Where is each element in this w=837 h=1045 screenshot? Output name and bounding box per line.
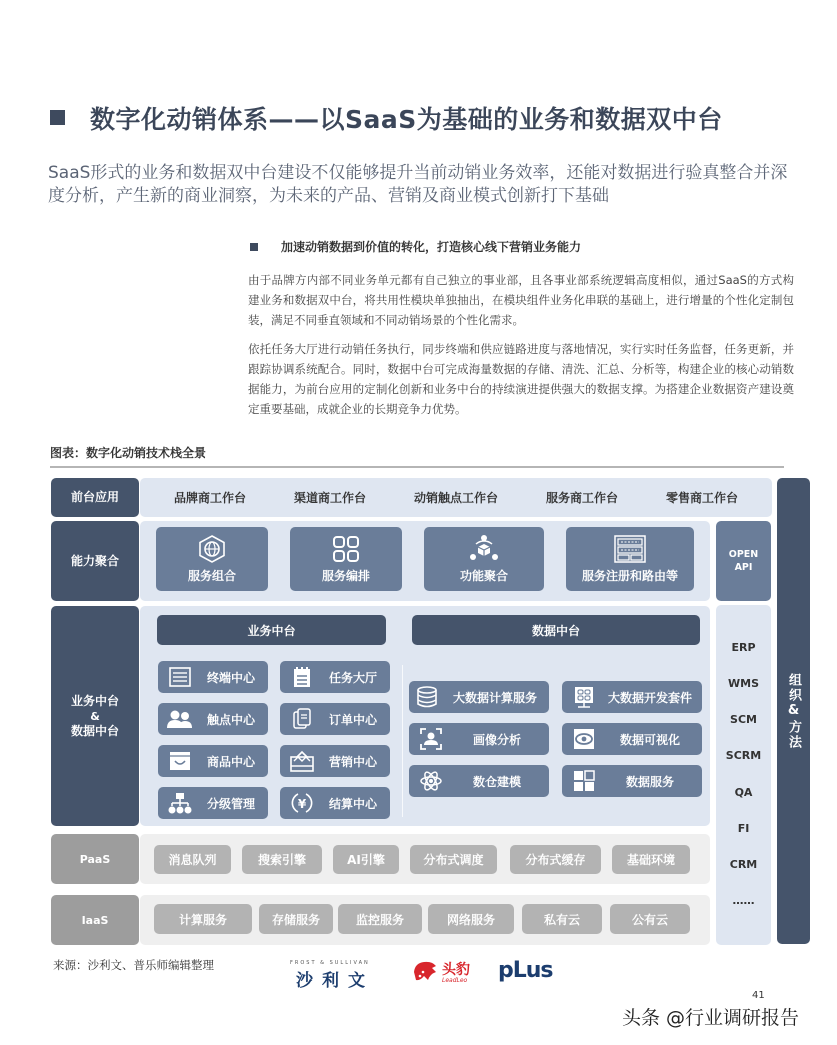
- grid-four-icon: [331, 534, 361, 564]
- label-amp: &: [90, 709, 100, 723]
- business-platform-header: 业务中台: [157, 615, 386, 645]
- dev-kit-icon: [570, 686, 598, 708]
- caption-divider: [50, 466, 784, 468]
- module-label: 结算中心: [328, 796, 377, 811]
- yen-cycle-icon: [288, 792, 316, 814]
- system-item: FI: [737, 821, 750, 835]
- leadleo-en: LeadLeo: [442, 976, 468, 984]
- open-api-line2: API: [734, 562, 753, 573]
- paas-item: 搜索引擎: [242, 845, 322, 874]
- page-number: 41: [752, 990, 765, 1001]
- front-item: 服务商工作台: [545, 491, 618, 505]
- side-systems-list: [716, 605, 771, 945]
- capability-label: 服务注册和路由等: [581, 569, 678, 583]
- notepad-icon: [288, 666, 316, 688]
- row-label-front: 前台应用: [51, 478, 139, 517]
- iaas-item: 计算服务: [154, 904, 252, 934]
- front-item: 品牌商工作台: [173, 491, 246, 505]
- platform-divider: [402, 665, 403, 817]
- front-item: 零售商工作台: [665, 491, 738, 505]
- data-module: [562, 723, 702, 755]
- cube-network-icon: [469, 534, 499, 564]
- capability-card: [290, 527, 402, 591]
- profile-scan-icon: [417, 728, 445, 750]
- document-icon: [288, 708, 316, 730]
- system-item: ERP: [731, 640, 756, 654]
- business-module: [280, 661, 390, 693]
- module-label: 营销中心: [328, 754, 377, 769]
- shopping-bag-icon: [166, 750, 194, 772]
- module-label: 数仓建模: [472, 774, 521, 789]
- iaas-item: 监控服务: [338, 904, 422, 934]
- iaas-item: 存储服务: [259, 904, 333, 934]
- section-bullet: [250, 243, 258, 251]
- leopard-icon: [412, 960, 438, 986]
- gift-icon: [288, 750, 316, 772]
- module-label: 数据服务: [625, 774, 674, 789]
- capability-label: 服务组合: [187, 569, 236, 583]
- system-item: QA: [734, 785, 753, 799]
- row-label-capability: 能力聚合: [51, 521, 139, 601]
- source-note: 来源：沙利文、普乐师编辑整理: [53, 958, 214, 972]
- hierarchy-icon: [166, 792, 194, 814]
- iaas-item: 私有云: [522, 904, 602, 934]
- watermark: 头条 @行业调研报告: [622, 1007, 800, 1029]
- title-bullet: [50, 110, 65, 125]
- paas-item: 分布式调度: [410, 845, 497, 874]
- frost-sullivan-logo-text: FROST & SULLIVAN: [290, 960, 370, 966]
- system-item: SCM: [730, 713, 757, 727]
- label-line: 业务中台: [70, 693, 119, 708]
- plus-logo: pLus: [498, 958, 553, 983]
- eye-icon: [570, 728, 598, 750]
- module-label: 商品中心: [206, 754, 255, 769]
- data-module: [562, 681, 702, 713]
- system-item: SCRM: [725, 749, 762, 763]
- org-method-bar: [777, 478, 810, 944]
- system-item: ……: [732, 894, 755, 908]
- module-label: 触点中心: [206, 712, 255, 727]
- data-module: [562, 765, 702, 797]
- svg-text:¥: ¥: [297, 797, 307, 811]
- capability-card: [156, 527, 268, 591]
- module-label: 任务大厅: [328, 670, 377, 685]
- module-label: 大数据开发套件: [607, 690, 692, 705]
- business-module: [280, 745, 390, 777]
- paas-item: 基础环境: [612, 845, 690, 874]
- system-item: WMS: [727, 676, 759, 690]
- open-api-box: [716, 521, 771, 601]
- org-method-label: 组织&方法: [786, 672, 801, 750]
- business-module: [158, 787, 268, 819]
- leadleo-logo: [412, 960, 470, 986]
- users-icon: [166, 708, 194, 730]
- body-paragraph: 由于品牌方内部不同业务单元都有自己独立的事业部，且各事业部系统逻辑高度相似，通过SaaS的方式构建业务和数据双中台，将共用性模块单独抽出，在模块组件业务化串联的基础上，进行增量的个性化定制包装，满足不同垂直领域和不同动销场景的个性化需求。: [248, 273, 794, 327]
- paas-item: 消息队列: [154, 845, 231, 874]
- data-module: [409, 765, 549, 797]
- page-subtitle: SaaS形式的业务和数据双中台建设不仅能够提升当前动销业务效率，还能对数据进行验真整合并深度分析，产生新的商业洞察，为未来的产品、营销及商业模式创新打下基础: [48, 163, 788, 206]
- business-module: [158, 745, 268, 777]
- business-module: [158, 661, 268, 693]
- front-app-row: [140, 478, 772, 517]
- module-label: 大数据计算服务: [452, 690, 537, 705]
- system-item: CRM: [729, 858, 758, 872]
- module-label: 数据可视化: [619, 732, 680, 747]
- figure-caption: 图表：数字化动销技术栈全景: [50, 446, 207, 460]
- atom-icon: [417, 770, 445, 792]
- module-label: 终端中心: [206, 670, 255, 685]
- capability-card: [566, 527, 694, 591]
- data-platform-header: 数据中台: [412, 615, 700, 645]
- server-panel-icon: [613, 534, 647, 564]
- list-icon: [166, 666, 194, 688]
- leadleo-cn: 头豹: [442, 961, 470, 978]
- iaas-item: 网络服务: [428, 904, 514, 934]
- page-title: 数字化动销体系——以SaaS为基础的业务和数据双中台: [90, 105, 723, 134]
- body-paragraph: 依托任务大厅进行动销任务执行，同步终端和供应链路进度与落地情况，实行实时任务监督，任务更新，并跟踪协调系统配合。同时，数据中台可完成海量数据的存储、清洗、汇总、分析等，构建企业的核心动销数据能力，为前台应用的定制化创新和业务中台的持续演进提供强大的数据支撑。为搭建企业数据资产建设奠定重要基础，成就企业的长期竞争力优势。: [248, 342, 794, 416]
- business-module: [280, 787, 390, 819]
- row-label-paas: PaaS: [51, 834, 139, 884]
- front-item: 动销触点工作台: [413, 491, 498, 505]
- business-module: [280, 703, 390, 735]
- open-api-line1: OPEN: [728, 549, 759, 560]
- label-line: 数据中台: [70, 723, 119, 738]
- tiles-icon: [570, 770, 598, 792]
- module-label: 订单中心: [328, 712, 377, 727]
- database-icon: [413, 686, 441, 708]
- data-module: [409, 723, 549, 755]
- paas-item: AI引擎: [333, 845, 399, 874]
- hex-globe-icon: [197, 534, 227, 564]
- module-label: 分级管理: [206, 796, 255, 811]
- iaas-item: 公有云: [610, 904, 690, 934]
- frost-sullivan-logo: 沙利文: [296, 971, 374, 991]
- capability-card: [424, 527, 544, 591]
- front-item: 渠道商工作台: [293, 491, 366, 505]
- row-label-iaas: IaaS: [51, 895, 139, 945]
- paas-item: 分布式缓存: [510, 845, 601, 874]
- business-module: [158, 703, 268, 735]
- capability-label: 功能聚合: [459, 569, 508, 583]
- capability-label: 服务编排: [321, 569, 370, 583]
- section-heading: 加速动销数据到价值的转化，打造核心线下营销业务能力: [281, 240, 582, 254]
- module-label: 画像分析: [472, 732, 521, 747]
- row-label-middle-platform: [51, 606, 139, 826]
- data-module: [409, 681, 549, 713]
